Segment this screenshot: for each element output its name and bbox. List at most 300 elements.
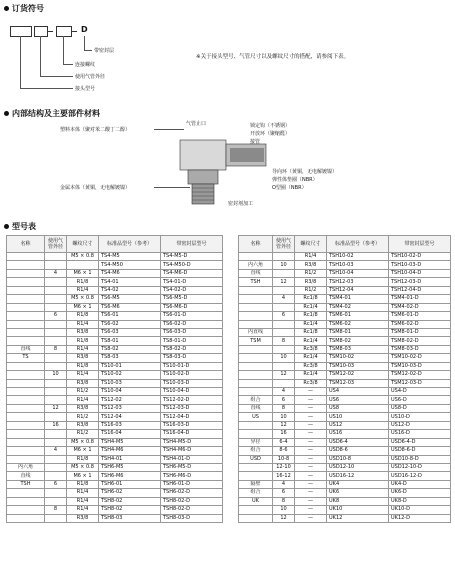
cell-thread: R3/8 <box>295 261 327 269</box>
code-dash <box>48 31 53 32</box>
header-tube-od: 使用气管外径 <box>45 236 67 253</box>
cell-seal: UK8-D <box>389 497 451 505</box>
cell-std: UK6 <box>327 489 389 497</box>
cell-name <box>7 489 45 497</box>
cell-std: TSH4-M6 <box>99 447 161 455</box>
cell-name <box>239 303 273 311</box>
cell-thread: — <box>295 413 327 421</box>
table-row <box>239 404 451 412</box>
cell-name <box>7 388 45 396</box>
label-metal-body: 金属本体（黄铜，无电解镀镍） <box>60 185 131 191</box>
cell-thread: — <box>295 480 327 488</box>
cell-thread: R1/4 <box>67 396 99 404</box>
cell-std: TS16-03 <box>99 421 161 429</box>
cell-name: 隔壁 <box>239 480 273 488</box>
table-row <box>239 354 451 362</box>
cell-std: TS10-03 <box>99 379 161 387</box>
cell-seal: TSH10-02-D <box>389 253 451 261</box>
cell-od: 12-10 <box>273 463 295 471</box>
cell-thread: Rc3/8 <box>295 362 327 370</box>
cell-std: TSH4-M5 <box>99 438 161 446</box>
cell-thread: M5 × 0.8 <box>67 438 99 446</box>
cell-thread: R1/2 <box>295 269 327 277</box>
cell-name: 组合 <box>239 489 273 497</box>
cell-std: TS12-04 <box>99 413 161 421</box>
table-row <box>7 514 223 522</box>
cell-od: 6-4 <box>273 438 295 446</box>
cell-name <box>239 320 273 328</box>
label-sealant: 带密封层 <box>94 48 115 54</box>
cell-seal: US6-D <box>389 396 451 404</box>
table-row <box>7 303 223 311</box>
cell-od: 6 <box>45 480 67 488</box>
cell-seal: US8-D <box>389 404 451 412</box>
table-row <box>7 506 223 514</box>
cell-std: TS8-02 <box>99 345 161 353</box>
cell-od <box>45 497 67 505</box>
cell-name: TS <box>7 354 45 362</box>
header-standard-model: 标准品型号（参考） <box>327 236 389 253</box>
table-row <box>239 497 451 505</box>
cell-od: 12 <box>45 404 67 412</box>
header-thread: 螺纹尺寸 <box>67 236 99 253</box>
cell-std: TS4-M50 <box>99 261 161 269</box>
cell-std: TSH6-02 <box>99 489 161 497</box>
cell-std: US6 <box>327 396 389 404</box>
cell-std: USD16-12 <box>327 472 389 480</box>
label-lock-claw: 锁定钩（不锈钢） <box>250 123 291 129</box>
table-row <box>239 328 451 336</box>
cell-std: TSM8-01 <box>327 328 389 336</box>
cell-thread: M6 × 1 <box>67 472 99 480</box>
cell-name: 直线 <box>239 404 273 412</box>
cell-thread: R1/4 <box>67 489 99 497</box>
cell-name <box>7 269 45 277</box>
cell-seal: TSM8-01-D <box>389 328 451 336</box>
cell-std: UK8 <box>327 497 389 505</box>
cell-thread: R1/2 <box>67 388 99 396</box>
cell-seal: TS16-03-D <box>161 421 223 429</box>
table-row <box>7 253 223 261</box>
cell-thread: Rc1/4 <box>295 303 327 311</box>
cell-od: 8 <box>273 337 295 345</box>
cell-std: UK4 <box>327 480 389 488</box>
cell-seal: USD12-10-D <box>389 463 451 471</box>
cell-std: TS6-M5 <box>99 295 161 303</box>
table-row <box>7 320 223 328</box>
cell-thread: Rc1/4 <box>295 354 327 362</box>
cell-name <box>7 455 45 463</box>
code-box-od <box>34 26 48 37</box>
cell-od <box>45 413 67 421</box>
cell-od: 8-6 <box>273 447 295 455</box>
cell-seal: TS8-03-D <box>161 354 223 362</box>
cell-std: US16 <box>327 430 389 438</box>
table-row <box>239 506 451 514</box>
cell-name: USD <box>239 455 273 463</box>
cell-std: TSH12-03 <box>327 278 389 286</box>
cell-thread: M5 × 0.8 <box>67 463 99 471</box>
cell-od: 6 <box>273 312 295 320</box>
cell-std: TSM12-02 <box>327 371 389 379</box>
cell-name <box>7 278 45 286</box>
cell-thread: R3/8 <box>295 278 327 286</box>
cell-name <box>7 379 45 387</box>
cell-od: 8 <box>273 404 295 412</box>
cell-std: UK12 <box>327 514 389 522</box>
cell-name <box>239 379 273 387</box>
cell-std: TSM10-02 <box>327 354 389 362</box>
cell-od <box>273 286 295 294</box>
cell-od <box>45 337 67 345</box>
cell-seal: TS6-02-D <box>161 320 223 328</box>
cell-seal: TSH6-01-D <box>161 480 223 488</box>
cell-name <box>239 295 273 303</box>
cell-thread <box>67 261 99 269</box>
table-row <box>239 371 451 379</box>
cell-name: UK <box>239 497 273 505</box>
cell-seal: TS10-02-D <box>161 371 223 379</box>
table-row <box>239 320 451 328</box>
table-row <box>7 472 223 480</box>
cell-seal: TS4-01-D <box>161 278 223 286</box>
cell-std: USD10-8 <box>327 455 389 463</box>
cell-od <box>45 328 67 336</box>
cell-std: TSH10-02 <box>327 253 389 261</box>
cell-name <box>7 320 45 328</box>
table-row <box>7 328 223 336</box>
cell-std: US4 <box>327 388 389 396</box>
cell-std: TSH12-04 <box>327 286 389 294</box>
cell-od <box>45 463 67 471</box>
cell-seal: TS4-M6-D <box>161 269 223 277</box>
order-code-diagram <box>8 16 208 106</box>
cell-od <box>45 514 67 522</box>
cell-name <box>7 404 45 412</box>
label-pipe: 接管 <box>250 139 261 145</box>
cell-std: US8 <box>327 404 389 412</box>
cell-std: TS16-04 <box>99 430 161 438</box>
cell-seal: TSM8-03-D <box>389 345 451 353</box>
table-row <box>239 489 451 497</box>
cell-seal: TS10-04-D <box>161 388 223 396</box>
cell-od: 8 <box>45 506 67 514</box>
cell-seal: USD6-4-D <box>389 438 451 446</box>
cell-seal: TS4-M50-D <box>161 261 223 269</box>
cell-thread: R3/8 <box>67 514 99 522</box>
cell-std: UK10 <box>327 506 389 514</box>
cell-od: 12 <box>273 514 295 522</box>
table-row <box>7 371 223 379</box>
table-row <box>7 489 223 497</box>
cell-thread: — <box>295 463 327 471</box>
table-row <box>239 438 451 446</box>
cell-name: US <box>239 413 273 421</box>
table-row <box>239 413 451 421</box>
cell-od <box>45 261 67 269</box>
cell-seal: US12-D <box>389 421 451 429</box>
cell-std: TS4-01 <box>99 278 161 286</box>
cell-name <box>7 438 45 446</box>
cell-thread: — <box>295 447 327 455</box>
cell-thread: Rc1/8 <box>295 312 327 320</box>
cell-od <box>273 269 295 277</box>
cell-od <box>273 303 295 311</box>
cell-std: TSH4-01 <box>99 455 161 463</box>
cell-seal: TSH8-03-D <box>161 514 223 522</box>
table-header-row <box>239 236 451 253</box>
cell-std: USD12-10 <box>327 463 389 471</box>
cell-od: 4 <box>273 388 295 396</box>
cell-thread: R1/2 <box>67 430 99 438</box>
cell-od <box>273 320 295 328</box>
label-release-ring: 开放环（聚缩醛） <box>250 131 291 137</box>
cell-thread: — <box>295 430 327 438</box>
cell-name <box>239 354 273 362</box>
cell-thread: — <box>295 506 327 514</box>
cell-thread: Rc1/4 <box>295 320 327 328</box>
table-row <box>7 463 223 471</box>
cell-od: 8 <box>273 497 295 505</box>
table-header-row <box>7 236 223 253</box>
cell-name: 直线 <box>7 472 45 480</box>
label-o-ring: O型圈（NBR） <box>272 185 307 191</box>
table-row <box>239 253 451 261</box>
cell-thread: R1/4 <box>67 286 99 294</box>
cell-name <box>239 514 273 522</box>
cell-name <box>7 447 45 455</box>
section-title-models: 型号表 <box>4 221 36 232</box>
cell-name: 内六角 <box>239 261 273 269</box>
cell-thread: — <box>295 421 327 429</box>
cell-seal: TSH12-03-D <box>389 278 451 286</box>
cell-std: TS8-01 <box>99 337 161 345</box>
cell-std: TS4-M6 <box>99 269 161 277</box>
label-sealant-processing: 密封剂加工 <box>228 201 254 207</box>
cell-name <box>7 430 45 438</box>
cell-std: TSH8-02 <box>99 497 161 505</box>
cell-name <box>7 337 45 345</box>
table-row <box>239 455 451 463</box>
table-row <box>239 421 451 429</box>
table-row <box>7 497 223 505</box>
cell-seal: USD16-12-D <box>389 472 451 480</box>
cell-seal: TS4-M5-D <box>161 253 223 261</box>
cell-seal: TSM4-02-D <box>389 303 451 311</box>
cell-od: 12 <box>273 371 295 379</box>
cell-od: 12 <box>273 278 295 286</box>
cell-thread: Rc1/4 <box>295 371 327 379</box>
cell-seal: USD8-6-D <box>389 447 451 455</box>
cell-std: TS6-01 <box>99 312 161 320</box>
cell-name <box>7 371 45 379</box>
table-row <box>239 286 451 294</box>
header-thread: 螺纹尺寸 <box>295 236 327 253</box>
cell-thread: R3/8 <box>67 404 99 412</box>
table-row <box>7 345 223 353</box>
header-name: 名称 <box>239 236 273 253</box>
cell-std: TS10-02 <box>99 371 161 379</box>
cell-name <box>239 345 273 353</box>
cell-seal: TSH10-03-D <box>389 261 451 269</box>
cell-seal: TSH8-02-D <box>161 506 223 514</box>
cell-name <box>239 430 273 438</box>
cell-name <box>7 261 45 269</box>
cell-seal: TSM4-01-D <box>389 295 451 303</box>
cell-thread: Rc3/8 <box>295 379 327 387</box>
cell-od <box>45 438 67 446</box>
cell-name <box>239 421 273 429</box>
table-row <box>7 421 223 429</box>
cell-std: TSM8-02 <box>327 337 389 345</box>
cell-thread: Rc1/4 <box>295 337 327 345</box>
label-plastic-body: 塑料本体（聚对苯二酸丁二醇） <box>60 127 131 133</box>
cell-od: 16 <box>45 421 67 429</box>
cell-name <box>239 371 273 379</box>
cell-name: TSM <box>239 337 273 345</box>
cell-thread: R1/4 <box>67 371 99 379</box>
table-row <box>239 472 451 480</box>
cell-seal: TSM12-03-D <box>389 379 451 387</box>
cell-thread: R1/8 <box>67 337 99 345</box>
cell-thread: R1/4 <box>295 253 327 261</box>
cell-od: 4 <box>273 480 295 488</box>
model-table-right <box>238 235 451 523</box>
table-row <box>7 269 223 277</box>
cell-thread: — <box>295 472 327 480</box>
cell-name <box>239 362 273 370</box>
cell-seal: TSH4-01-D <box>161 455 223 463</box>
cell-seal: TSM6-01-D <box>389 312 451 320</box>
structure-diagram <box>60 118 400 218</box>
cell-seal: TSM10-02-D <box>389 354 451 362</box>
bullet-icon <box>4 224 9 229</box>
cell-std: TSH8-02 <box>99 506 161 514</box>
label-tube-od: 使用气管外径 <box>75 74 106 80</box>
cell-seal: TS6-M5-D <box>161 295 223 303</box>
cell-thread: R1/2 <box>67 413 99 421</box>
label-guide-ring: 导向环（黄铜，无电解镀镍） <box>272 169 338 175</box>
cell-std: TSH10-04 <box>327 269 389 277</box>
cell-seal: TS4-02-D <box>161 286 223 294</box>
cell-std: TS12-02 <box>99 396 161 404</box>
table-row <box>7 447 223 455</box>
cell-od: 16 <box>273 430 295 438</box>
cell-seal: TSH6-M5-D <box>161 463 223 471</box>
cell-seal: US4-D <box>389 388 451 396</box>
cell-od <box>45 278 67 286</box>
cell-od <box>45 354 67 362</box>
cell-od <box>45 396 67 404</box>
table-row <box>239 337 451 345</box>
cell-thread: R3/8 <box>67 421 99 429</box>
cell-thread: Rc1/8 <box>295 328 327 336</box>
header-name: 名称 <box>7 236 45 253</box>
cell-od <box>273 362 295 370</box>
label-elastic-washer: 弹性体垫圈（NBR） <box>272 177 318 183</box>
cell-od: 6 <box>273 489 295 497</box>
table-row <box>239 396 451 404</box>
cell-name <box>239 253 273 261</box>
cell-seal: UK12-D <box>389 514 451 522</box>
table-row <box>7 295 223 303</box>
cell-std: USD6-4 <box>327 438 389 446</box>
cell-name <box>239 463 273 471</box>
cell-od <box>45 472 67 480</box>
table-row <box>7 413 223 421</box>
cell-od: 6 <box>45 312 67 320</box>
cell-name: 组合 <box>239 396 273 404</box>
table-row <box>239 345 451 353</box>
cell-name <box>239 388 273 396</box>
cell-std: TSM10-03 <box>327 362 389 370</box>
section-title-order: 订货符号 <box>4 3 44 14</box>
cell-name <box>7 362 45 370</box>
cell-thread: M6 × 1 <box>67 303 99 311</box>
cell-od: 10 <box>273 354 295 362</box>
cell-std: TSH6-01 <box>99 480 161 488</box>
cell-name <box>7 396 45 404</box>
cell-od <box>45 286 67 294</box>
cell-name <box>7 421 45 429</box>
table-row <box>239 303 451 311</box>
cell-od <box>45 320 67 328</box>
header-sealed-model: 带密封层型号 <box>161 236 223 253</box>
cell-seal: TSM12-02-D <box>389 371 451 379</box>
cell-seal: UK10-D <box>389 506 451 514</box>
cell-seal: TSH12-04-D <box>389 286 451 294</box>
cell-name: 组合 <box>239 447 273 455</box>
table-row <box>7 404 223 412</box>
cell-seal: TS12-04-D <box>161 413 223 421</box>
cell-od: 8 <box>45 345 67 353</box>
cell-thread: R3/8 <box>67 354 99 362</box>
label-model: 接头型号 <box>75 86 96 92</box>
cell-name <box>7 253 45 261</box>
table-row <box>239 430 451 438</box>
cell-std: TS10-01 <box>99 362 161 370</box>
cell-std: TS12-03 <box>99 404 161 412</box>
cell-seal: TS8-01-D <box>161 337 223 345</box>
cell-thread: R3/8 <box>67 328 99 336</box>
table-row <box>239 463 451 471</box>
table-row <box>7 388 223 396</box>
cell-name: TSH <box>239 278 273 286</box>
cell-od <box>45 388 67 396</box>
cell-seal: TSH4-M6-D <box>161 447 223 455</box>
cell-od <box>273 328 295 336</box>
cell-seal: US16-D <box>389 430 451 438</box>
code-box-thread <box>56 26 72 37</box>
cell-od: 4 <box>273 295 295 303</box>
cell-seal: TS10-03-D <box>161 379 223 387</box>
left-table-body <box>7 253 223 523</box>
cell-od <box>273 379 295 387</box>
cell-od <box>45 303 67 311</box>
cell-thread: R1/8 <box>67 455 99 463</box>
table-row <box>7 278 223 286</box>
cell-seal: TS16-04-D <box>161 430 223 438</box>
table-row <box>239 295 451 303</box>
cell-seal: TS6-M6-D <box>161 303 223 311</box>
cell-od: 10 <box>273 506 295 514</box>
table-row <box>7 362 223 370</box>
cell-std: TS10-04 <box>99 388 161 396</box>
cell-seal: US10-D <box>389 413 451 421</box>
cell-seal: TSH8-02-D <box>161 497 223 505</box>
cell-std: TS8-03 <box>99 354 161 362</box>
cell-od: 4 <box>45 269 67 277</box>
